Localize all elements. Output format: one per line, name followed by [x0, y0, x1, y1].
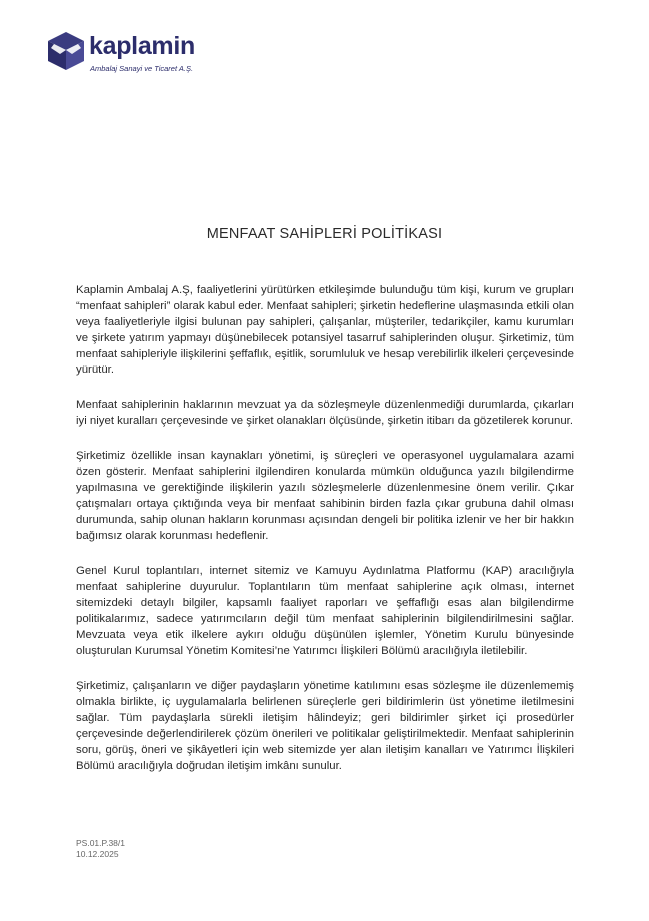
document-footer	[76, 838, 125, 860]
document-date: 10.12.2025	[76, 849, 119, 859]
paragraph: Menfaat sahiplerinin haklarının mevzuat ya da sözleşmeyle düzenlenmediği durumlarda, çıkarları iyi niyet kuralları çerçevesinde ve şirket olanakları ölçüsünde, şirketin itibarı da gözetilerek korunur.	[76, 399, 574, 427]
document-code: PS.01.P.38/1	[76, 838, 125, 848]
paragraph: Şirketimiz, çalışanların ve diğer paydaşların yönetime katılımını esas sözleşme ile düzenlememiş olmakla birlikte, iç uygulamalarla belirlenen süreçlerle geri bildirimlerin üst yönetime iletilmesini sağlar. Tüm paydaşlarla sürekli iletişim hâlindeyiz; geri bildirimler şirket içi prosedürler çerçevesinde değerlendirilerek çözüm önerileri ve politikalar geliştirilmektedir. Menfaat sahiplerinin soru, görüş, öneri ve şikâyetleri için web sitemizde yer alan iletişim kanalları ve Yatırımcı İlişkileri Bölümü aracılığıyla doğrudan iletişim imkânı sunulur.	[76, 680, 574, 772]
company-logo	[46, 30, 236, 80]
paragraph: Şirketimiz özellikle insan kaynakları yönetimi, iş süreçleri ve operasyonel uygulamalara azami özen gösterir. Menfaat sahiplerini ilgilendiren konularda mümkün olduğunca yazılı bilgilendirme yapılmasına ve gerektiğinde ilişkilerin yazılı sözleşmelerle düzenlenmesine önem verilir. Çıkar çatışmaları ortaya çıktığında veya bir menfaat sahibinin birden fazla çıkar grubuna dahil olması durumunda, sahip olunan hakların korunması açısından dengeli bir politika izlenir ve her bir hakkın bağımsız olarak korunması hedeflenir.	[76, 450, 574, 542]
policy-body	[76, 282, 574, 793]
page-title: MENFAAT SAHİPLERİ POLİTİKASI	[206, 226, 443, 242]
box-logo-icon	[46, 30, 86, 72]
logo-wordmark: kaplamin	[89, 32, 195, 60]
paragraph: Kaplamin Ambalaj A.Ş, faaliyetlerini yürütürken etkileşimde bulunduğu tüm kişi, kurum ve grupları “menfaat sahipleri” olarak kabul eder. Menfaat sahipleri; şirketin hedeflerine ulaşmasında etkili olan veya faaliyetleriyle ilgisi bulunan pay sahipleri, çalışanlar, müşteriler, tedarikçiler, kamu kurumları ve şirkete yatırım yapmayı düşünebilecek potansiyel tasarruf sahiplerinden oluşur. Şirketimiz, tüm menfaat sahipleriyle ilişkilerini şeffaflık, eşitlik, sorumluluk ve hesap verebilirlik ilkeleri çerçevesinde yürütür.	[76, 284, 574, 376]
paragraph: Genel Kurul toplantıları, internet sitemiz ve Kamuyu Aydınlatma Platformu (KAP) aracılığıyla menfaat sahiplerine duyurulur. Toplantıların tüm menfaat sahiplerine açık olması, internet sitemizdeki detaylı bilgiler, kapsamlı faaliyet raporları ve şeffaflığı esas alan bilgilendirme politikalarımız, sadece yatırımcıların değil tüm menfaat sahiplerinin bilgilendirilmesini sağlar. Mevzuata veya etik ilkelere aykırı olduğu düşünülen işlemler, Yönetim Kurulu bünyesinde oluşturulan Kurumsal Yönetim Komitesi’ne Yatırımcı İlişkileri Bölümü aracılığıyla iletilebilir.	[76, 565, 574, 657]
logo-subtitle: Ambalaj Sanayi ve Ticaret A.Ş.	[90, 64, 194, 73]
